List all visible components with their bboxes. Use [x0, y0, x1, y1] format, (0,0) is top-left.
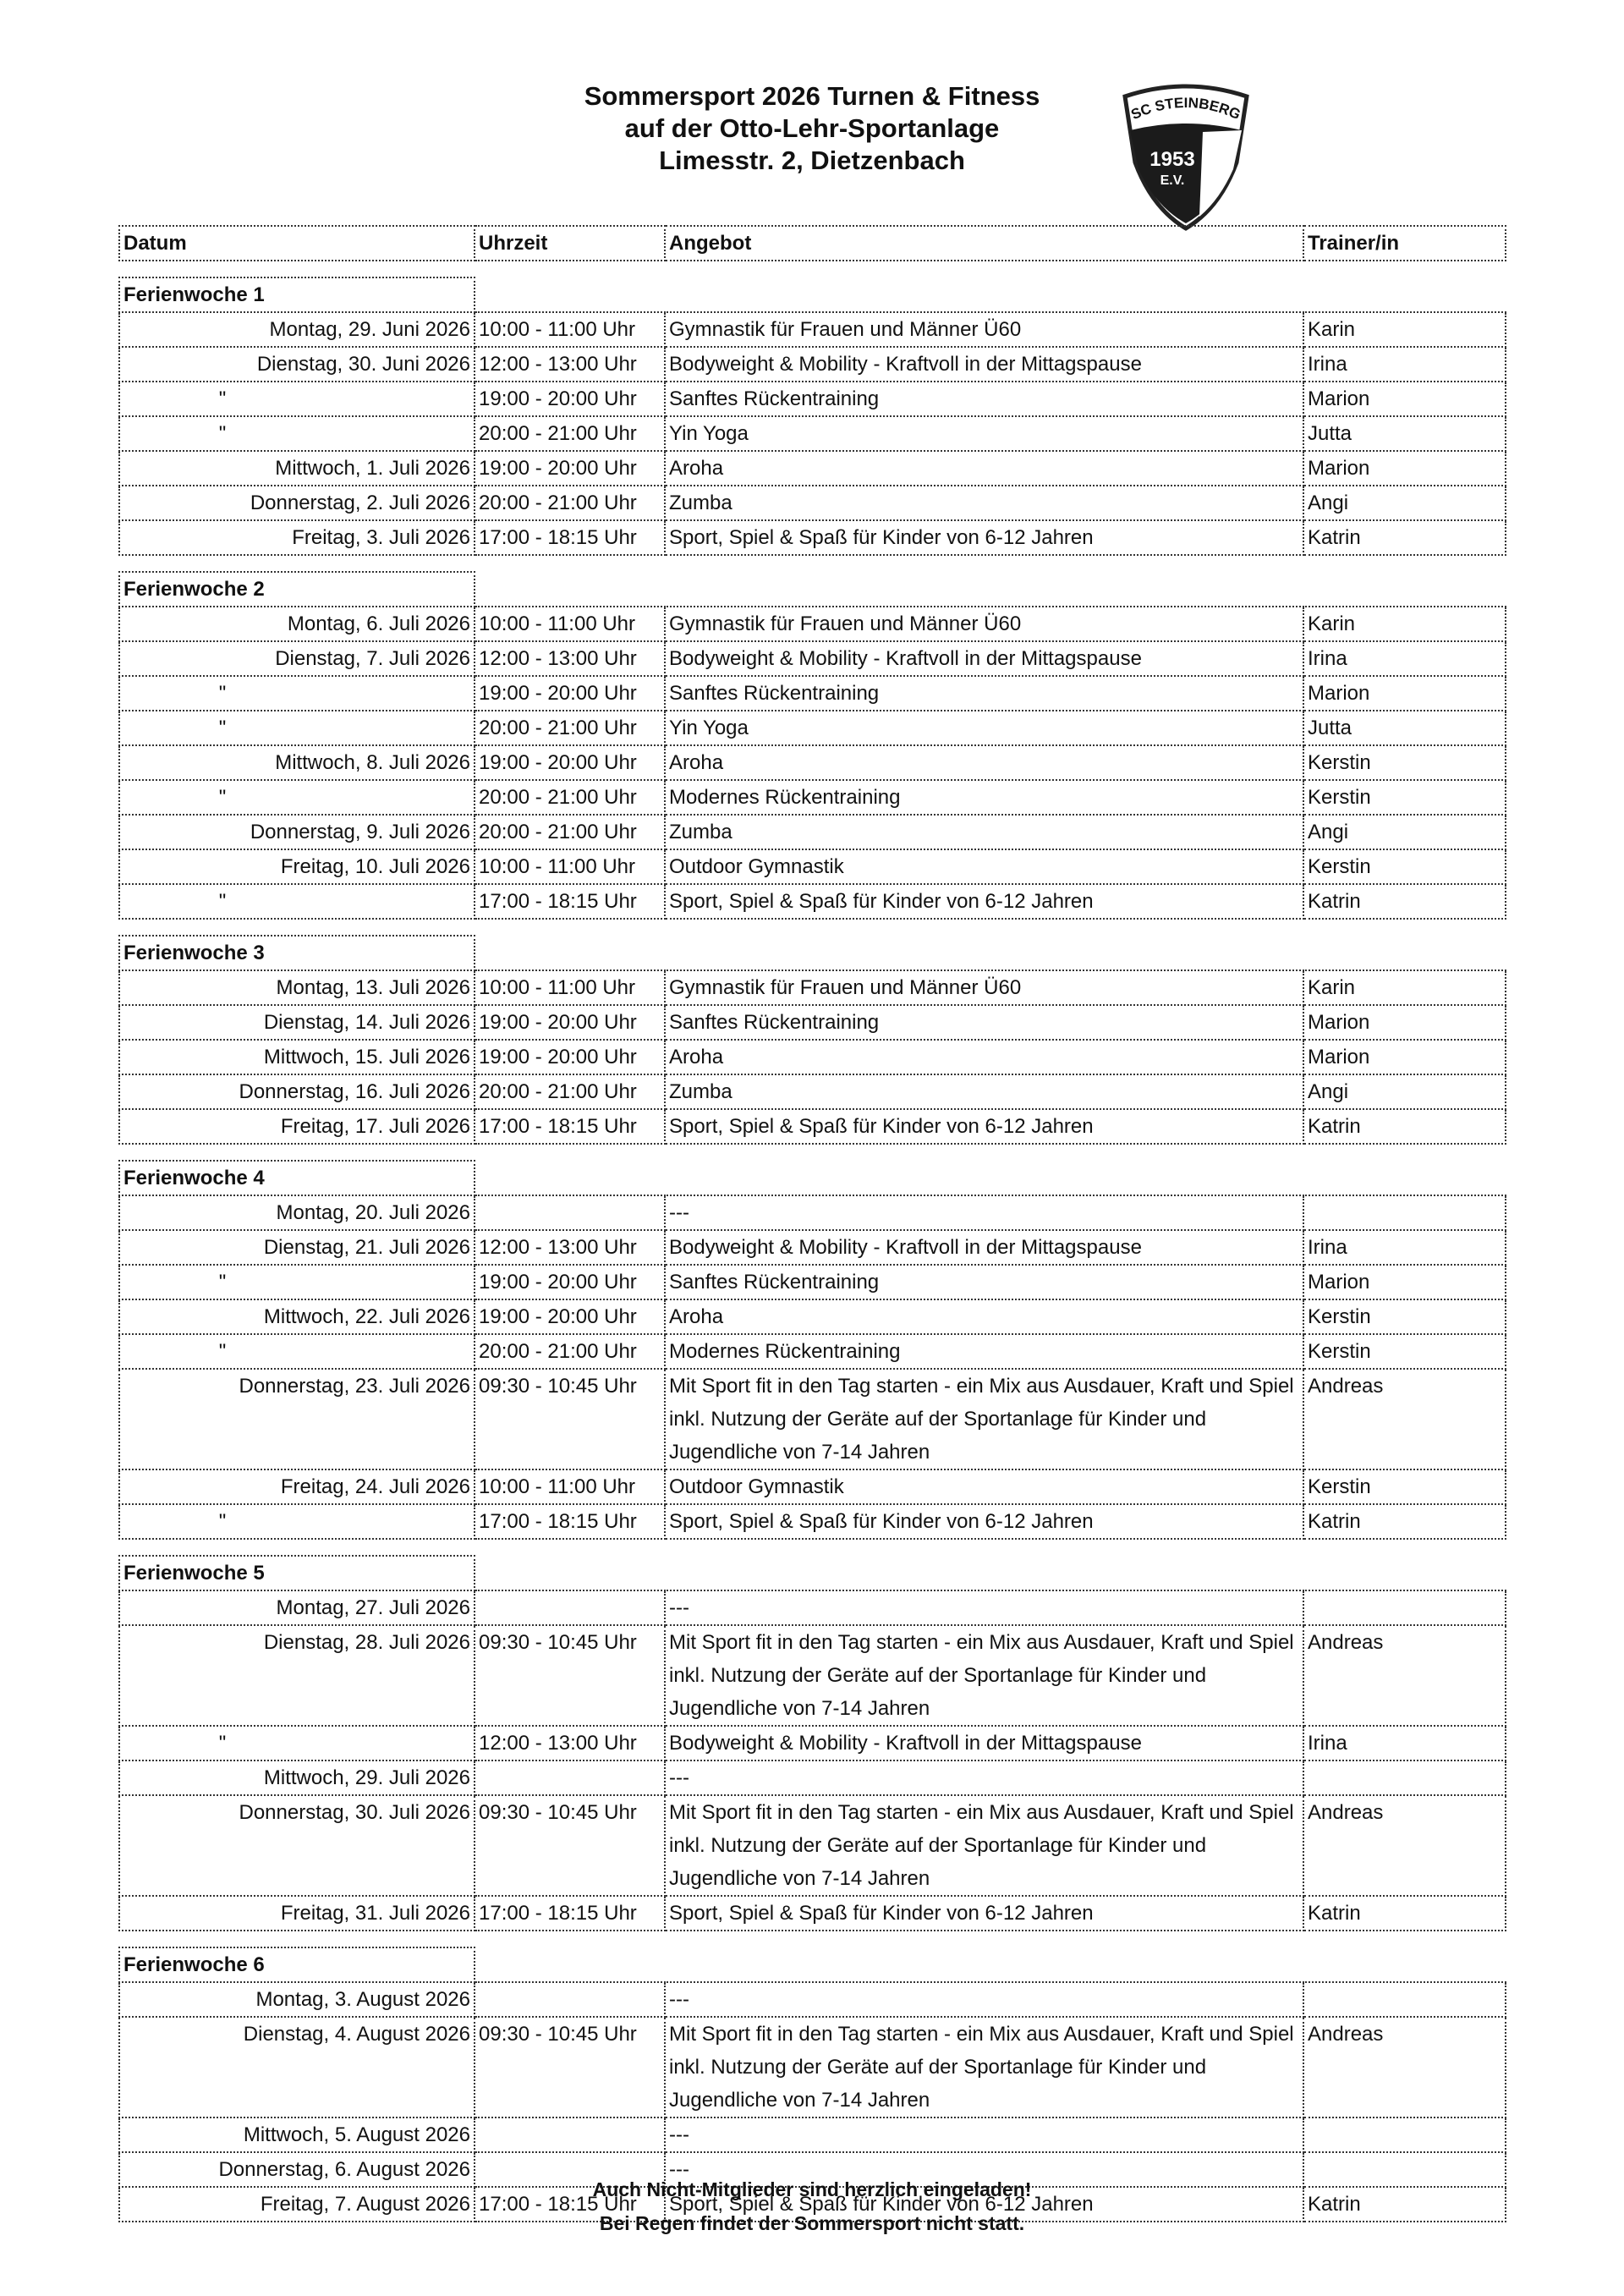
trainer-cell	[1303, 1760, 1506, 1795]
table-row	[119, 1504, 1506, 1539]
trainer-cell: Katrin	[1303, 520, 1506, 555]
date-cell: "	[119, 1504, 475, 1539]
time-cell	[475, 1982, 665, 2017]
trainer-cell: Jutta	[1303, 711, 1506, 745]
offer-cell: Sport, Spiel & Spaß für Kinder von 6-12 Jahren	[665, 1896, 1303, 1931]
trainer-cell: Angi	[1303, 486, 1506, 520]
trainer-cell: Andreas	[1303, 2017, 1506, 2117]
trainer-cell: Marion	[1303, 451, 1506, 486]
trainer-cell: Katrin	[1303, 884, 1506, 919]
table-row	[119, 1795, 1506, 1896]
offer-cell: ---	[665, 1195, 1303, 1230]
table-row	[119, 970, 1506, 1005]
trainer-cell	[1303, 2117, 1506, 2152]
table-row	[119, 347, 1506, 382]
date-cell: "	[119, 1726, 475, 1760]
offer-cell: Gymnastik für Frauen und Männer Ü60	[665, 970, 1303, 1005]
time-cell: 17:00 - 18:15 Uhr	[475, 884, 665, 919]
trainer-cell: Katrin	[1303, 2187, 1506, 2222]
time-cell: 20:00 - 21:00 Uhr	[475, 1334, 665, 1369]
time-cell: 19:00 - 20:00 Uhr	[475, 676, 665, 711]
trainer-cell: Katrin	[1303, 1109, 1506, 1144]
offer-cell: Sanftes Rückentraining	[665, 676, 1303, 711]
time-cell: 09:30 - 10:45 Uhr	[475, 1369, 665, 1469]
date-cell: "	[119, 1265, 475, 1299]
time-cell: 09:30 - 10:45 Uhr	[475, 1795, 665, 1896]
date-cell: Montag, 20. Juli 2026	[119, 1195, 475, 1230]
logo-abbr: E.V.	[1160, 173, 1185, 188]
footer-line-1: Auch Nicht-Mitglieder sind herzlich eingeladen!	[592, 2178, 1032, 2200]
table-row	[119, 780, 1506, 815]
table-row	[119, 711, 1506, 745]
offer-cell: Modernes Rückentraining	[665, 780, 1303, 815]
time-cell: 12:00 - 13:00 Uhr	[475, 641, 665, 676]
date-cell: "	[119, 382, 475, 416]
date-cell: "	[119, 884, 475, 919]
table-row	[119, 2017, 1506, 2117]
offer-cell: Sport, Spiel & Spaß für Kinder von 6-12 Jahren	[665, 1109, 1303, 1144]
time-cell: 19:00 - 20:00 Uhr	[475, 745, 665, 780]
offer-cell: Bodyweight & Mobility - Kraftvoll in der Mittagspause	[665, 641, 1303, 676]
offer-cell: Outdoor Gymnastik	[665, 849, 1303, 884]
trainer-cell: Marion	[1303, 1005, 1506, 1040]
date-cell: "	[119, 676, 475, 711]
offer-cell: Mit Sport fit in den Tag starten - ein Mix aus Ausdauer, Kraft und Spiel inkl. Nutzung der Geräte auf der Sportanlage für Kinder und Jugendliche von 7-14 Jahren	[665, 2017, 1303, 2117]
offer-cell: ---	[665, 2152, 1303, 2187]
trainer-cell: Marion	[1303, 1040, 1506, 1074]
week-header-row	[119, 572, 1506, 607]
week-header-blank	[475, 572, 1506, 607]
schedule-table-wrapper	[118, 225, 1505, 2222]
offer-cell: Bodyweight & Mobility - Kraftvoll in der Mittagspause	[665, 1230, 1303, 1265]
week-header-blank	[475, 936, 1506, 970]
footer-line-2: Bei Regen findet der Sommersport nicht statt.	[599, 2212, 1025, 2234]
schedule-table	[118, 225, 1506, 2222]
week-header-row	[119, 1161, 1506, 1195]
trainer-cell: Katrin	[1303, 1896, 1506, 1931]
week-header-blank	[475, 277, 1506, 312]
time-cell	[475, 1195, 665, 1230]
offer-cell: Sport, Spiel & Spaß für Kinder von 6-12 Jahren	[665, 884, 1303, 919]
date-cell: Mittwoch, 5. August 2026	[119, 2117, 475, 2152]
club-logo	[1118, 81, 1254, 232]
trainer-cell: Karin	[1303, 607, 1506, 641]
trainer-cell: Kerstin	[1303, 849, 1506, 884]
trainer-cell: Angi	[1303, 1074, 1506, 1109]
table-row	[119, 815, 1506, 849]
week-label: Ferienwoche 4	[119, 1161, 475, 1195]
column-header-time: Uhrzeit	[475, 226, 665, 261]
week-header-blank	[475, 1161, 1506, 1195]
trainer-cell: Andreas	[1303, 1795, 1506, 1896]
trainer-cell: Kerstin	[1303, 1469, 1506, 1504]
date-cell: Freitag, 31. Juli 2026	[119, 1896, 475, 1931]
time-cell: 17:00 - 18:15 Uhr	[475, 2187, 665, 2222]
table-row	[119, 486, 1506, 520]
time-cell: 19:00 - 20:00 Uhr	[475, 1040, 665, 1074]
table-row	[119, 1109, 1506, 1144]
date-cell: Montag, 27. Juli 2026	[119, 1590, 475, 1625]
date-cell: Freitag, 3. Juli 2026	[119, 520, 475, 555]
offer-cell: ---	[665, 2117, 1303, 2152]
time-cell: 19:00 - 20:00 Uhr	[475, 382, 665, 416]
time-cell: 17:00 - 18:15 Uhr	[475, 1896, 665, 1931]
trainer-cell: Marion	[1303, 676, 1506, 711]
table-row	[119, 1590, 1506, 1625]
offer-cell: Sanftes Rückentraining	[665, 1265, 1303, 1299]
trainer-cell: Andreas	[1303, 1625, 1506, 1726]
offer-cell: Gymnastik für Frauen und Männer Ü60	[665, 312, 1303, 347]
offer-cell: Sanftes Rückentraining	[665, 382, 1303, 416]
time-cell: 20:00 - 21:00 Uhr	[475, 416, 665, 451]
date-cell: Montag, 13. Juli 2026	[119, 970, 475, 1005]
offer-cell: Zumba	[665, 815, 1303, 849]
logo-text: SC STEINBERG	[1128, 94, 1243, 124]
time-cell: 12:00 - 13:00 Uhr	[475, 1726, 665, 1760]
week-label: Ferienwoche 5	[119, 1556, 475, 1590]
offer-cell: Aroha	[665, 451, 1303, 486]
table-row	[119, 1040, 1506, 1074]
offer-cell: Mit Sport fit in den Tag starten - ein Mix aus Ausdauer, Kraft und Spiel inkl. Nutzung der Geräte auf der Sportanlage für Kinder und Jugendliche von 7-14 Jahren	[665, 1625, 1303, 1726]
date-cell: Mittwoch, 8. Juli 2026	[119, 745, 475, 780]
week-header-row	[119, 936, 1506, 970]
time-cell: 19:00 - 20:00 Uhr	[475, 1299, 665, 1334]
date-cell: Dienstag, 28. Juli 2026	[119, 1625, 475, 1726]
date-cell: Freitag, 17. Juli 2026	[119, 1109, 475, 1144]
trainer-cell	[1303, 1590, 1506, 1625]
offer-cell: Modernes Rückentraining	[665, 1334, 1303, 1369]
table-row	[119, 1005, 1506, 1040]
offer-cell: Aroha	[665, 1040, 1303, 1074]
time-cell: 09:30 - 10:45 Uhr	[475, 2017, 665, 2117]
offer-cell: Yin Yoga	[665, 711, 1303, 745]
offer-cell: Bodyweight & Mobility - Kraftvoll in der Mittagspause	[665, 1726, 1303, 1760]
offer-cell: Yin Yoga	[665, 416, 1303, 451]
time-cell: 20:00 - 21:00 Uhr	[475, 486, 665, 520]
date-cell: Freitag, 24. Juli 2026	[119, 1469, 475, 1504]
table-row	[119, 1299, 1506, 1334]
week-spacer	[119, 555, 1506, 572]
table-row	[119, 641, 1506, 676]
week-spacer	[119, 1931, 1506, 1947]
offer-cell: Zumba	[665, 1074, 1303, 1109]
table-row	[119, 1625, 1506, 1726]
week-header-row	[119, 1947, 1506, 1982]
table-row	[119, 2117, 1506, 2152]
week-spacer	[119, 1539, 1506, 1556]
date-cell: Donnerstag, 30. Juli 2026	[119, 1795, 475, 1896]
date-cell: Dienstag, 21. Juli 2026	[119, 1230, 475, 1265]
table-row	[119, 607, 1506, 641]
table-row	[119, 416, 1506, 451]
trainer-cell	[1303, 1982, 1506, 2017]
week-label: Ferienwoche 3	[119, 936, 475, 970]
time-cell: 19:00 - 20:00 Uhr	[475, 1265, 665, 1299]
date-cell: "	[119, 780, 475, 815]
trainer-cell: Irina	[1303, 641, 1506, 676]
table-row	[119, 1334, 1506, 1369]
date-cell: Donnerstag, 2. Juli 2026	[119, 486, 475, 520]
offer-cell: Sanftes Rückentraining	[665, 1005, 1303, 1040]
time-cell	[475, 1590, 665, 1625]
date-cell: Mittwoch, 22. Juli 2026	[119, 1299, 475, 1334]
time-cell: 20:00 - 21:00 Uhr	[475, 1074, 665, 1109]
title-line-2: auf der Otto-Lehr-Sportanlage	[624, 113, 1000, 143]
week-label: Ferienwoche 6	[119, 1947, 475, 1982]
trainer-cell: Irina	[1303, 347, 1506, 382]
time-cell: 10:00 - 11:00 Uhr	[475, 970, 665, 1005]
week-spacer	[119, 261, 1506, 277]
time-cell: 20:00 - 21:00 Uhr	[475, 711, 665, 745]
time-cell: 10:00 - 11:00 Uhr	[475, 849, 665, 884]
trainer-cell: Marion	[1303, 1265, 1506, 1299]
date-cell: "	[119, 711, 475, 745]
offer-cell: Bodyweight & Mobility - Kraftvoll in der Mittagspause	[665, 347, 1303, 382]
table-row	[119, 884, 1506, 919]
time-cell: 17:00 - 18:15 Uhr	[475, 1504, 665, 1539]
date-cell: "	[119, 416, 475, 451]
time-cell: 17:00 - 18:15 Uhr	[475, 520, 665, 555]
week-label: Ferienwoche 2	[119, 572, 475, 607]
table-row	[119, 1369, 1506, 1469]
time-cell: 12:00 - 13:00 Uhr	[475, 1230, 665, 1265]
table-row	[119, 1074, 1506, 1109]
date-cell: Donnerstag, 23. Juli 2026	[119, 1369, 475, 1469]
week-spacer	[119, 1144, 1506, 1161]
time-cell: 09:30 - 10:45 Uhr	[475, 1625, 665, 1726]
column-header-date: Datum	[119, 226, 475, 261]
date-cell: Freitag, 10. Juli 2026	[119, 849, 475, 884]
date-cell: Donnerstag, 16. Juli 2026	[119, 1074, 475, 1109]
footer-notes	[0, 2172, 1624, 2240]
table-row	[119, 849, 1506, 884]
table-row	[119, 382, 1506, 416]
date-cell: "	[119, 1334, 475, 1369]
offer-cell: Mit Sport fit in den Tag starten - ein Mix aus Ausdauer, Kraft und Spiel inkl. Nutzung der Geräte auf der Sportanlage für Kinder und Jugendliche von 7-14 Jahren	[665, 1369, 1303, 1469]
time-cell: 12:00 - 13:00 Uhr	[475, 347, 665, 382]
trainer-cell: Karin	[1303, 970, 1506, 1005]
trainer-cell: Karin	[1303, 312, 1506, 347]
date-cell: Dienstag, 14. Juli 2026	[119, 1005, 475, 1040]
table-row	[119, 1896, 1506, 1931]
time-cell: 19:00 - 20:00 Uhr	[475, 1005, 665, 1040]
date-cell: Montag, 29. Juni 2026	[119, 312, 475, 347]
trainer-cell: Kerstin	[1303, 780, 1506, 815]
page-title	[0, 80, 1624, 177]
trainer-cell: Kerstin	[1303, 1299, 1506, 1334]
table-row	[119, 1726, 1506, 1760]
trainer-cell: Andreas	[1303, 1369, 1506, 1469]
time-cell: 20:00 - 21:00 Uhr	[475, 815, 665, 849]
time-cell	[475, 1760, 665, 1795]
date-cell: Donnerstag, 6. August 2026	[119, 2152, 475, 2187]
date-cell: Freitag, 7. August 2026	[119, 2187, 475, 2222]
date-cell: Montag, 3. August 2026	[119, 1982, 475, 2017]
table-row	[119, 1469, 1506, 1504]
time-cell: 17:00 - 18:15 Uhr	[475, 1109, 665, 1144]
offer-cell: Sport, Spiel & Spaß für Kinder von 6-12 Jahren	[665, 1504, 1303, 1539]
table-row	[119, 1760, 1506, 1795]
offer-cell: Zumba	[665, 486, 1303, 520]
column-header-offer: Angebot	[665, 226, 1303, 261]
date-cell: Dienstag, 30. Juni 2026	[119, 347, 475, 382]
week-header-blank	[475, 1947, 1506, 1982]
trainer-cell: Marion	[1303, 382, 1506, 416]
time-cell: 19:00 - 20:00 Uhr	[475, 451, 665, 486]
table-row	[119, 312, 1506, 347]
column-header-trainer: Trainer/in	[1303, 226, 1506, 261]
date-cell: Dienstag, 7. Juli 2026	[119, 641, 475, 676]
time-cell: 10:00 - 11:00 Uhr	[475, 607, 665, 641]
offer-cell: Gymnastik für Frauen und Männer Ü60	[665, 607, 1303, 641]
table-row	[119, 1982, 1506, 2017]
table-row	[119, 1195, 1506, 1230]
trainer-cell: Irina	[1303, 1726, 1506, 1760]
offer-cell: Sport, Spiel & Spaß für Kinder von 6-12 Jahren	[665, 2187, 1303, 2222]
week-spacer	[119, 919, 1506, 936]
offer-cell: ---	[665, 1982, 1303, 2017]
week-header-row	[119, 1556, 1506, 1590]
table-row	[119, 676, 1506, 711]
time-cell: 20:00 - 21:00 Uhr	[475, 780, 665, 815]
offer-cell: Mit Sport fit in den Tag starten - ein Mix aus Ausdauer, Kraft und Spiel inkl. Nutzung der Geräte auf der Sportanlage für Kinder und Jugendliche von 7-14 Jahren	[665, 1795, 1303, 1896]
offer-cell: ---	[665, 1590, 1303, 1625]
title-line-3: Limesstr. 2, Dietzenbach	[659, 146, 965, 175]
week-label: Ferienwoche 1	[119, 277, 475, 312]
table-row	[119, 1230, 1506, 1265]
date-cell: Mittwoch, 29. Juli 2026	[119, 1760, 475, 1795]
table-row	[119, 520, 1506, 555]
offer-cell: Sport, Spiel & Spaß für Kinder von 6-12 Jahren	[665, 520, 1303, 555]
trainer-cell: Jutta	[1303, 416, 1506, 451]
date-cell: Dienstag, 4. August 2026	[119, 2017, 475, 2117]
time-cell: 10:00 - 11:00 Uhr	[475, 312, 665, 347]
week-header-blank	[475, 1556, 1506, 1590]
table-header-row	[119, 226, 1506, 261]
trainer-cell: Katrin	[1303, 1504, 1506, 1539]
table-row	[119, 1265, 1506, 1299]
trainer-cell: Angi	[1303, 815, 1506, 849]
time-cell: 10:00 - 11:00 Uhr	[475, 1469, 665, 1504]
offer-cell: Outdoor Gymnastik	[665, 1469, 1303, 1504]
time-cell	[475, 2117, 665, 2152]
trainer-cell	[1303, 1195, 1506, 1230]
offer-cell: Aroha	[665, 1299, 1303, 1334]
date-cell: Donnerstag, 9. Juli 2026	[119, 815, 475, 849]
date-cell: Mittwoch, 1. Juli 2026	[119, 451, 475, 486]
title-line-1: Sommersport 2026 Turnen & Fitness	[584, 81, 1040, 111]
date-cell: Montag, 6. Juli 2026	[119, 607, 475, 641]
trainer-cell: Kerstin	[1303, 745, 1506, 780]
offer-cell: ---	[665, 1760, 1303, 1795]
week-header-row	[119, 277, 1506, 312]
table-row	[119, 451, 1506, 486]
trainer-cell: Kerstin	[1303, 1334, 1506, 1369]
date-cell: Mittwoch, 15. Juli 2026	[119, 1040, 475, 1074]
table-row	[119, 745, 1506, 780]
logo-year: 1953	[1149, 148, 1195, 171]
trainer-cell: Irina	[1303, 1230, 1506, 1265]
offer-cell: Aroha	[665, 745, 1303, 780]
